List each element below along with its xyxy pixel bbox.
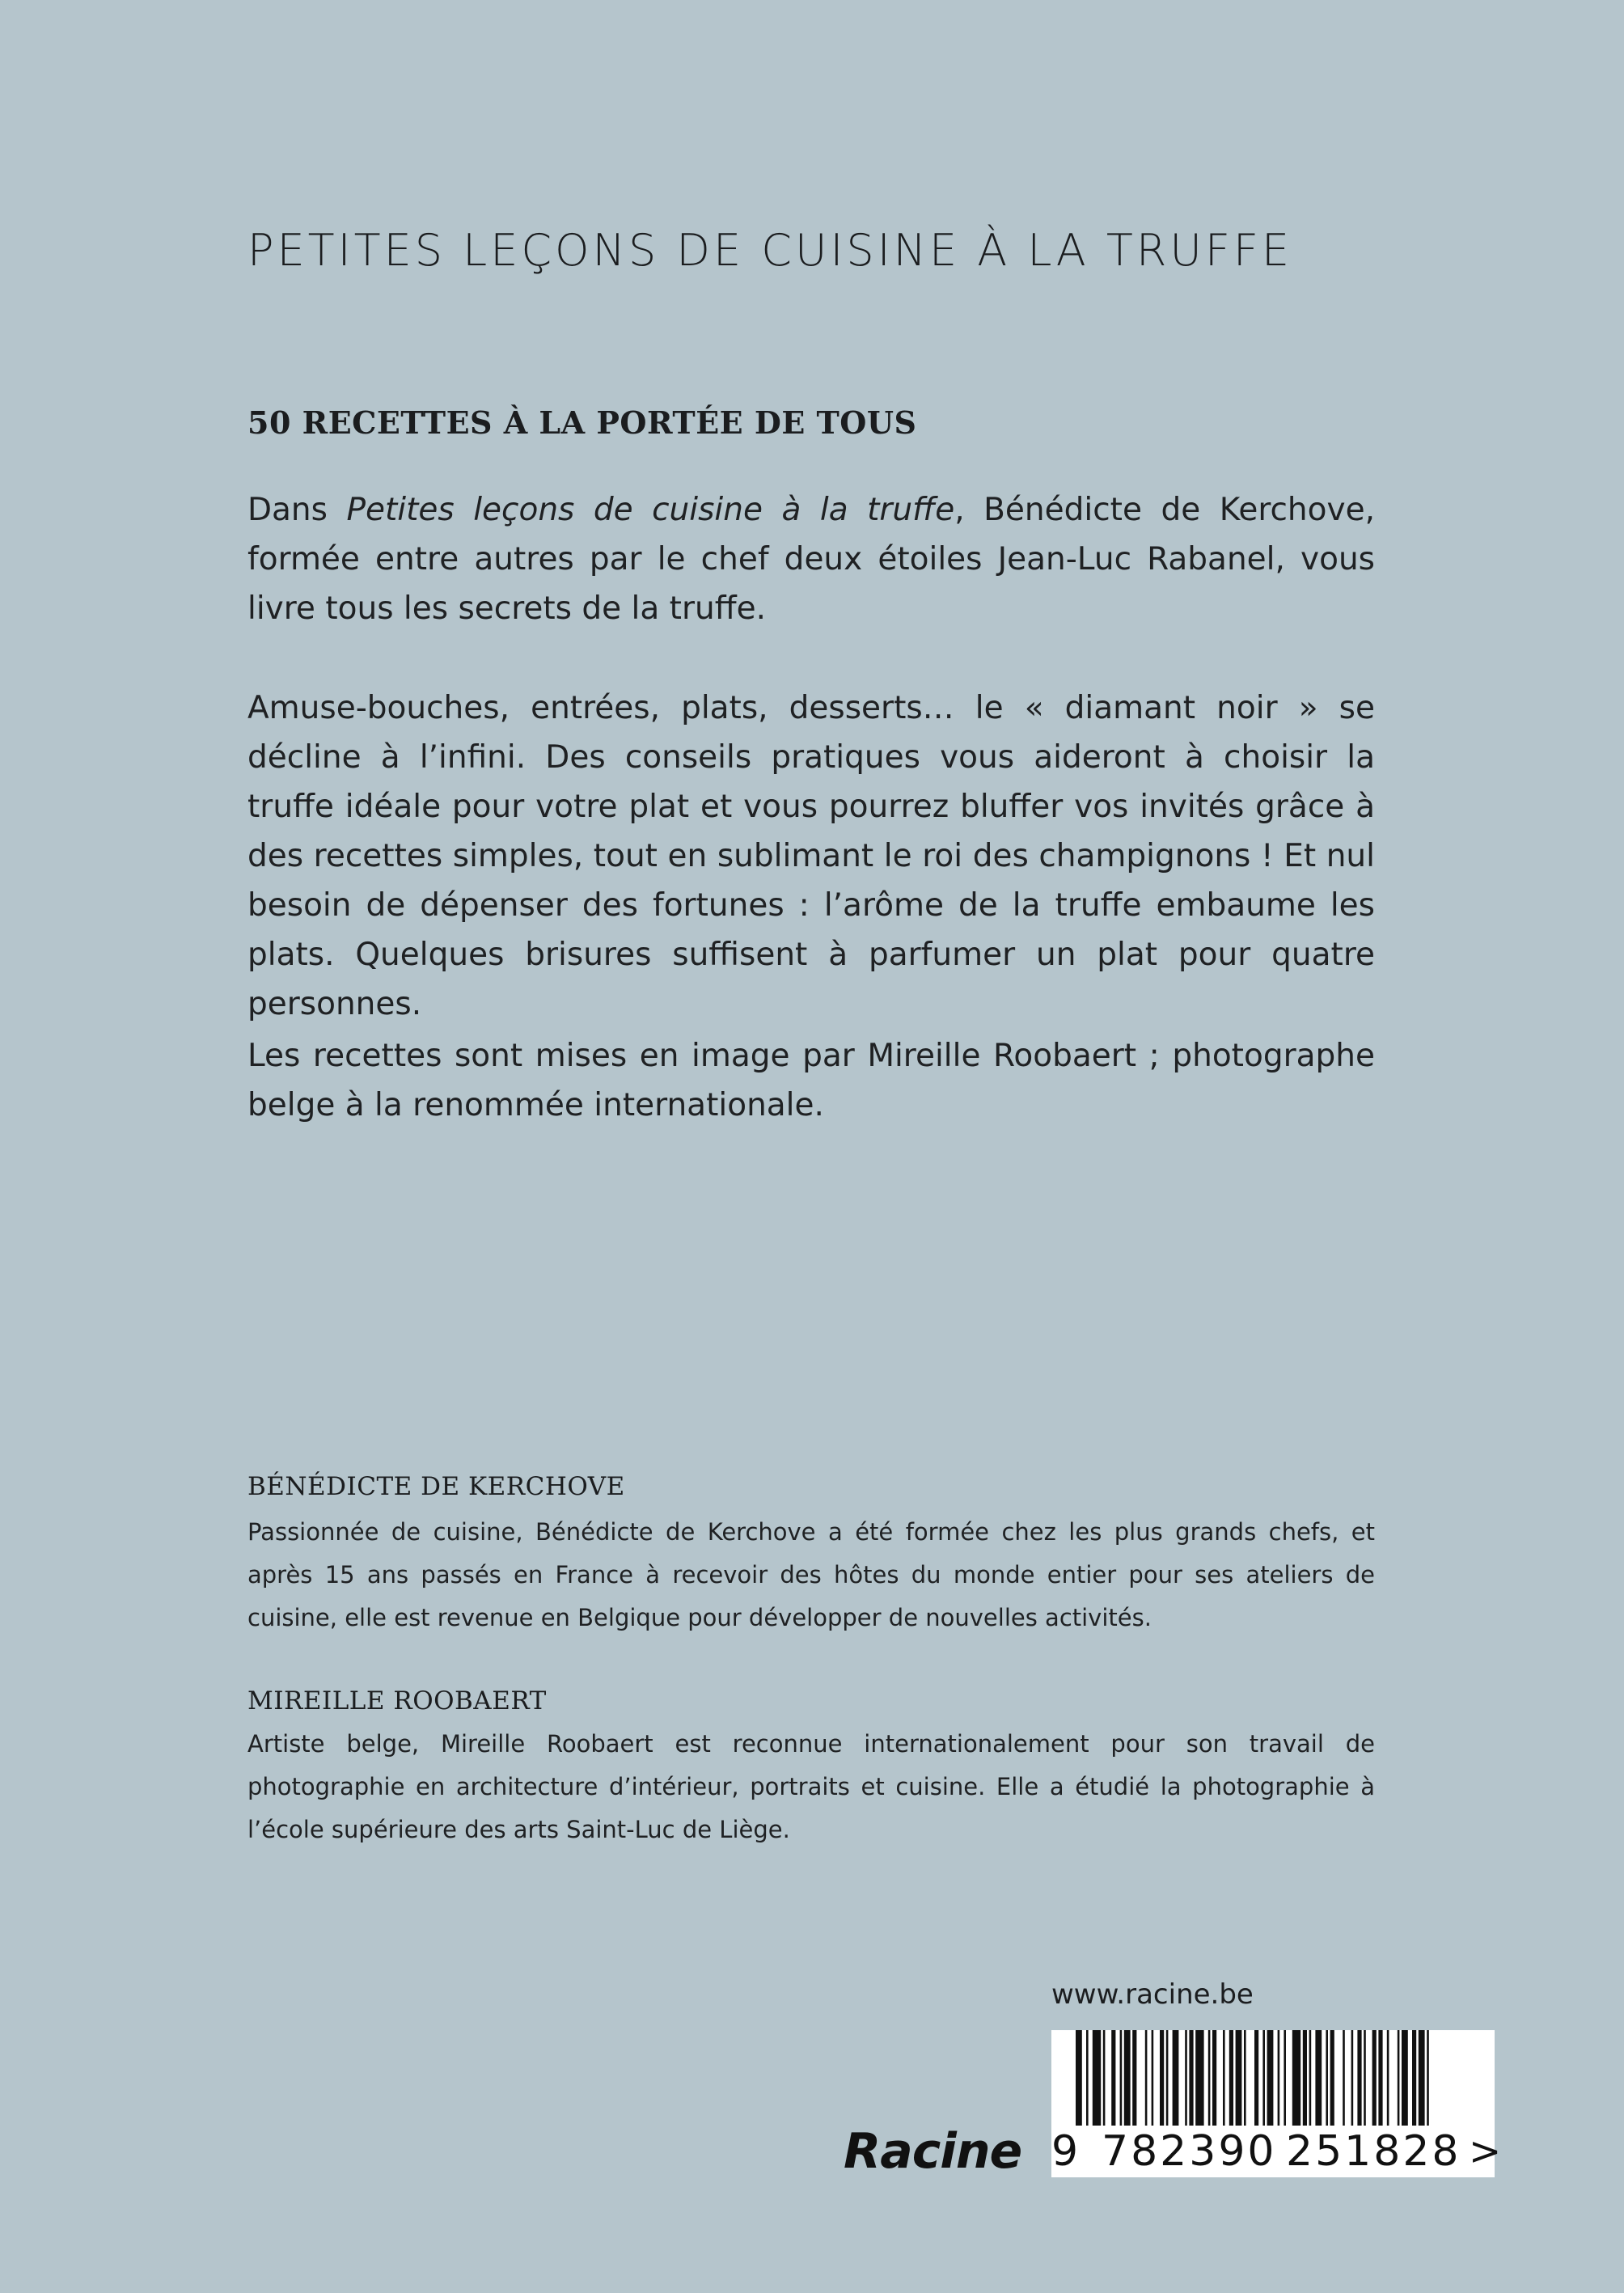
barcode-bar-27 — [1292, 2030, 1300, 2126]
barcode-bar-39 — [1387, 2030, 1389, 2126]
barcode-bar-20 — [1236, 2030, 1242, 2126]
intro-p1-start: Dans — [247, 492, 347, 528]
barcode-bar-9 — [1152, 2030, 1154, 2126]
barcode-bar-22 — [1254, 2030, 1258, 2126]
barcode-digits — [1051, 2126, 1502, 2177]
barcode-bar-43 — [1419, 2030, 1425, 2126]
author-name-kerchove: BÉNÉDICTE DE KERCHOVE — [247, 1472, 625, 1501]
barcode-bar-25 — [1278, 2030, 1280, 2126]
barcode-bar-37 — [1372, 2030, 1377, 2126]
barcode-digit-group-2: 251828 — [1286, 2127, 1461, 2176]
barcode-bar-17 — [1212, 2030, 1216, 2126]
barcode-bar-42 — [1412, 2030, 1416, 2126]
barcode-bar-23 — [1262, 2030, 1265, 2126]
barcode-bar-35 — [1357, 2030, 1361, 2126]
isbn-barcode — [1051, 2030, 1502, 2180]
intro-paragraph-2: Amuse-bouches, entrées, plats, desserts… le « diamant noir » se décline à l’infini. Des conseils pratiques vous aideront à choisir la truffe idéale pour votre plat et vous pourrez bluffer vos invités grâce à des recettes simples, tout en sublimant le roi des champignons ! Et nul besoin de dépenser des fortunes : l’arôme de la truffe embaume les plats. Quelques brisures suffisent à parfumer un plat pour quatre personnes. — [247, 690, 1375, 1022]
barcode-bars — [1051, 2030, 1495, 2126]
barcode-graphic — [1051, 2030, 1495, 2126]
barcode-bar-26 — [1284, 2030, 1286, 2126]
barcode-bar-14 — [1189, 2030, 1193, 2126]
book-title: PETITES LEÇONS DE CUISINE À LA TRUFFE — [247, 225, 1293, 276]
barcode-bar-0 — [1076, 2030, 1082, 2126]
barcode-bar-28 — [1303, 2030, 1307, 2126]
barcode-bar-2 — [1093, 2030, 1101, 2126]
barcode-bar-12 — [1173, 2030, 1179, 2126]
barcode-bar-18 — [1223, 2030, 1225, 2126]
barcode-bar-38 — [1378, 2030, 1382, 2126]
barcode-bar-6 — [1124, 2030, 1131, 2126]
barcode-bar-10 — [1160, 2030, 1164, 2126]
barcode-bar-15 — [1195, 2030, 1203, 2126]
barcode-bar-19 — [1229, 2030, 1233, 2126]
barcode-bar-8 — [1145, 2030, 1148, 2126]
barcode-end-mark: > — [1469, 2129, 1502, 2174]
intro-paragraph-1 — [247, 485, 1375, 633]
barcode-bar-5 — [1120, 2030, 1123, 2126]
barcode-bar-13 — [1185, 2030, 1187, 2126]
barcode-bar-29 — [1309, 2030, 1312, 2126]
intro-paragraph-3: Les recettes sont mises en image par Mireille Roobaert ; photographe belge à la renommée internationale. — [247, 1038, 1375, 1123]
publisher-logo: Racine — [844, 2123, 1022, 2180]
book-subtitle: 50 RECETTES À LA PORTÉE DE TOUS — [247, 404, 917, 441]
author-name-roobaert: MIREILLE ROOBAERT — [247, 1686, 547, 1716]
intro-p1-end: , Bénédicte de Kerchove, formée entre autres par le chef deux étoiles Jean-Luc Rabanel, vous livre tous les secrets de la truffe. — [247, 492, 1375, 627]
barcode-bar-21 — [1244, 2030, 1246, 2126]
barcode-bar-24 — [1267, 2030, 1274, 2126]
barcode-bar-34 — [1351, 2030, 1354, 2126]
barcode-bar-36 — [1364, 2030, 1366, 2126]
barcode-bar-44 — [1427, 2030, 1429, 2126]
barcode-bar-11 — [1166, 2030, 1169, 2126]
barcode-bar-7 — [1132, 2030, 1136, 2126]
barcode-bar-1 — [1086, 2030, 1089, 2126]
barcode-digit-group-1: 782390 — [1102, 2127, 1277, 2176]
author-bio-roobaert: Artiste belge, Mireille Roobaert est reconnue internationalement pour son travail de photographie en architecture d’intérieur, portraits et cuisine. Elle a étudié la photographie à l’école supérieure des arts Saint-Luc de Liège. — [247, 1730, 1375, 1843]
barcode-bar-41 — [1402, 2030, 1408, 2126]
barcode-bar-3 — [1103, 2030, 1106, 2126]
author-bio-kerchove: Passionnée de cuisine, Bénédicte de Kerchove a été formée chez les plus grands chefs, et après 15 ans passés en France à recevoir des hôtes du monde entier pour ses ateliers de cuisine, elle est revenue en Belgique pour développer de nouvelles activités. — [247, 1518, 1375, 1631]
barcode-bar-16 — [1208, 2030, 1211, 2126]
barcode-bar-4 — [1111, 2030, 1115, 2126]
barcode-first-digit: 9 — [1051, 2127, 1079, 2176]
barcode-bar-30 — [1315, 2030, 1322, 2126]
barcode-bar-40 — [1398, 2030, 1400, 2126]
barcode-bar-33 — [1343, 2030, 1345, 2126]
barcode-bar-32 — [1330, 2030, 1334, 2126]
intro-p1-book-title: Petites leçons de cuisine à la truffe — [346, 492, 955, 528]
barcode-bar-31 — [1326, 2030, 1328, 2126]
publisher-website: www.racine.be — [1051, 1978, 1254, 2011]
